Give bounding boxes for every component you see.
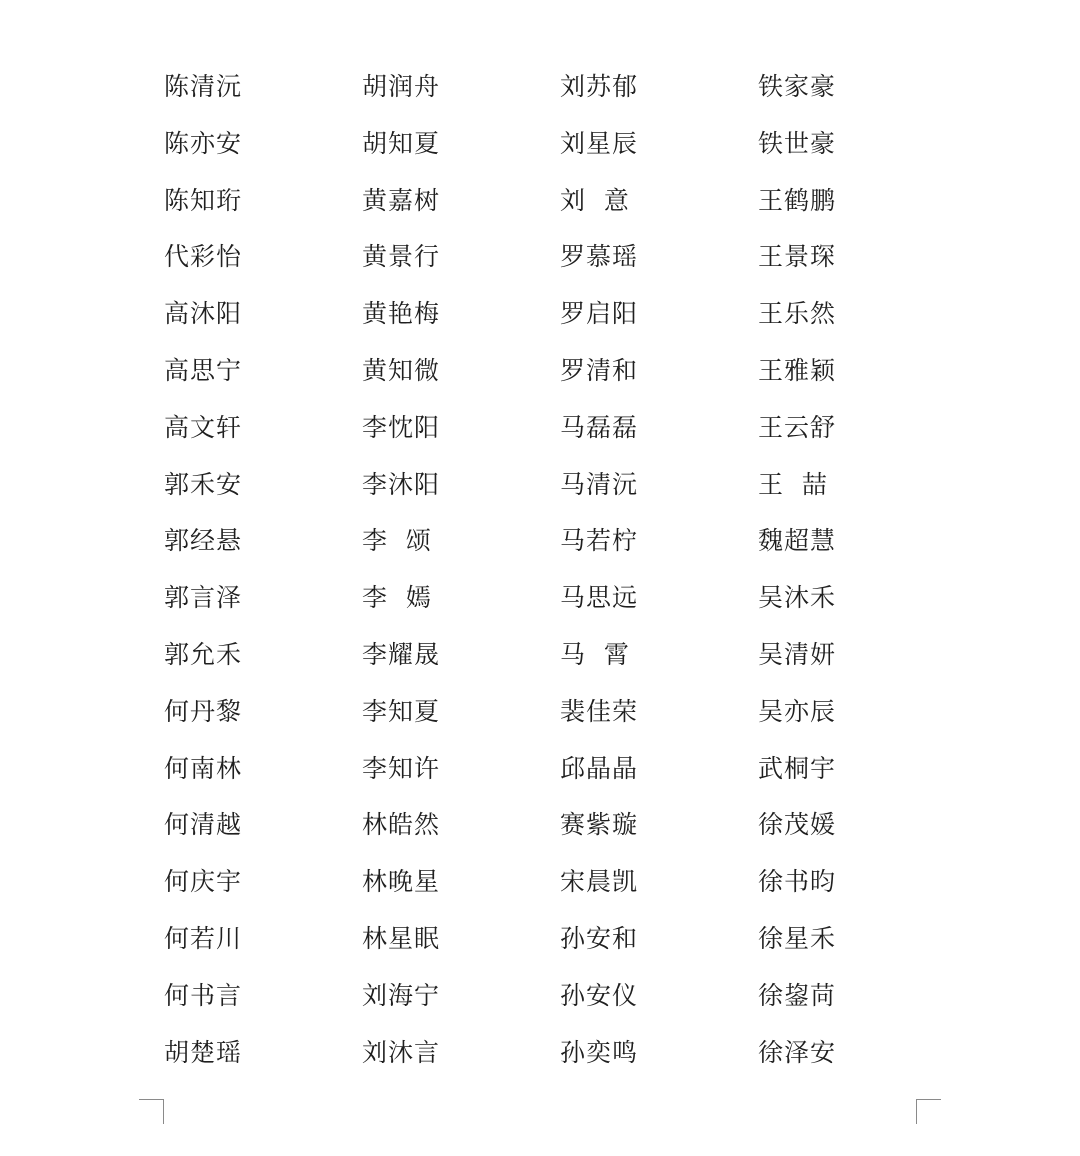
- name-entry: 铁世豪: [758, 128, 837, 158]
- name-entry: 胡润舟: [362, 72, 441, 101]
- name-entry: 王云舒: [758, 412, 837, 442]
- name-entry: 林皓然: [362, 810, 441, 840]
- name-entry: 孙安仪: [560, 980, 639, 1010]
- name-entry: 黄艳梅: [362, 299, 441, 329]
- name-entry: 李沐阳: [362, 469, 441, 499]
- name-entry: 吴沐禾: [758, 583, 837, 613]
- name-entry: 高文轩: [164, 412, 243, 442]
- name-entry: 郭言泽: [164, 583, 243, 613]
- name-entry: 郭禾安: [164, 469, 243, 499]
- name-entry: 裴佳荣: [560, 696, 639, 726]
- name-entry: 马磊磊: [560, 412, 639, 442]
- name-entry: 胡知夏: [362, 128, 441, 158]
- name-entry: 陈亦安: [164, 128, 243, 158]
- name-entry: 马清沅: [560, 469, 639, 499]
- name-entry: 郭经悬: [164, 526, 243, 556]
- name-entry: 黄景行: [362, 242, 441, 272]
- name-entry: 林星眠: [362, 923, 441, 953]
- name-entry: 罗启阳: [560, 299, 639, 329]
- name-entry: 罗慕瑶: [560, 242, 639, 272]
- name-entry: 代彩怡: [164, 242, 243, 272]
- name-entry: 高思宁: [164, 355, 243, 385]
- name-entry: 赛紫璇: [560, 810, 639, 840]
- name-entry: 孙奕鸣: [560, 1037, 639, 1067]
- name-entry: 徐茂媛: [758, 810, 837, 840]
- name-entry: 黄知微: [362, 355, 441, 385]
- name-entry: 刘沐言: [362, 1037, 441, 1067]
- name-entry: 何清越: [164, 810, 243, 840]
- name-entry: 铁家豪: [758, 72, 837, 101]
- name-entry: 郭允禾: [164, 639, 243, 669]
- name-entry: 李忱阳: [362, 412, 441, 442]
- name-entry: 何书言: [164, 980, 243, 1010]
- name-entry: 胡楚瑶: [164, 1037, 243, 1067]
- name-entry: 何若川: [164, 923, 243, 953]
- page-corner-mark-left: [139, 1099, 164, 1124]
- name-entry: 何丹黎: [164, 696, 243, 726]
- name-entry: 李 颂: [362, 526, 432, 556]
- name-entry: 徐鋆苘: [758, 980, 837, 1010]
- name-entry: 黄嘉树: [362, 185, 441, 215]
- name-entry: 宋晨凯: [560, 867, 639, 897]
- name-entry: 徐书昀: [758, 867, 837, 897]
- name-entry: 陈知珩: [164, 185, 243, 215]
- name-entry: 李耀晟: [362, 639, 441, 669]
- name-entry: 吴亦辰: [758, 696, 837, 726]
- name-entry: 刘海宁: [362, 980, 441, 1010]
- name-entry: 孙安和: [560, 923, 639, 953]
- name-entry: 马思远: [560, 583, 639, 613]
- name-entry: 马若柠: [560, 526, 639, 556]
- name-entry: 罗清和: [560, 355, 639, 385]
- name-entry: 李知夏: [362, 696, 441, 726]
- name-entry: 王景琛: [758, 242, 837, 272]
- name-entry: 林晚星: [362, 867, 441, 897]
- name-entry: 刘 意: [560, 185, 630, 215]
- name-entry: 高沐阳: [164, 299, 243, 329]
- name-entry: 陈清沅: [164, 72, 243, 101]
- name-entry: 何南林: [164, 753, 243, 783]
- name-entry: 王乐然: [758, 299, 837, 329]
- name-list: [164, 61, 924, 1083]
- page-corner-mark-right: [916, 1099, 941, 1124]
- name-entry: 魏超慧: [758, 526, 837, 556]
- name-entry: 武桐宇: [758, 753, 837, 783]
- name-entry: 徐泽安: [758, 1037, 837, 1067]
- name-entry: 李知许: [362, 753, 441, 783]
- name-entry: 王雅颖: [758, 355, 837, 385]
- name-entry: 刘苏郁: [560, 72, 639, 101]
- name-entry: 马 霄: [560, 639, 630, 669]
- name-entry: 吴清妍: [758, 639, 837, 669]
- name-entry: 徐星禾: [758, 923, 837, 953]
- name-entry: 邱晶晶: [560, 753, 639, 783]
- name-entry: 何庆宇: [164, 867, 243, 897]
- name-entry: 刘星辰: [560, 128, 639, 158]
- name-entry: 李 嫣: [362, 583, 432, 613]
- name-entry: 王鹤鹏: [758, 185, 837, 215]
- name-entry: 王 喆: [758, 469, 828, 499]
